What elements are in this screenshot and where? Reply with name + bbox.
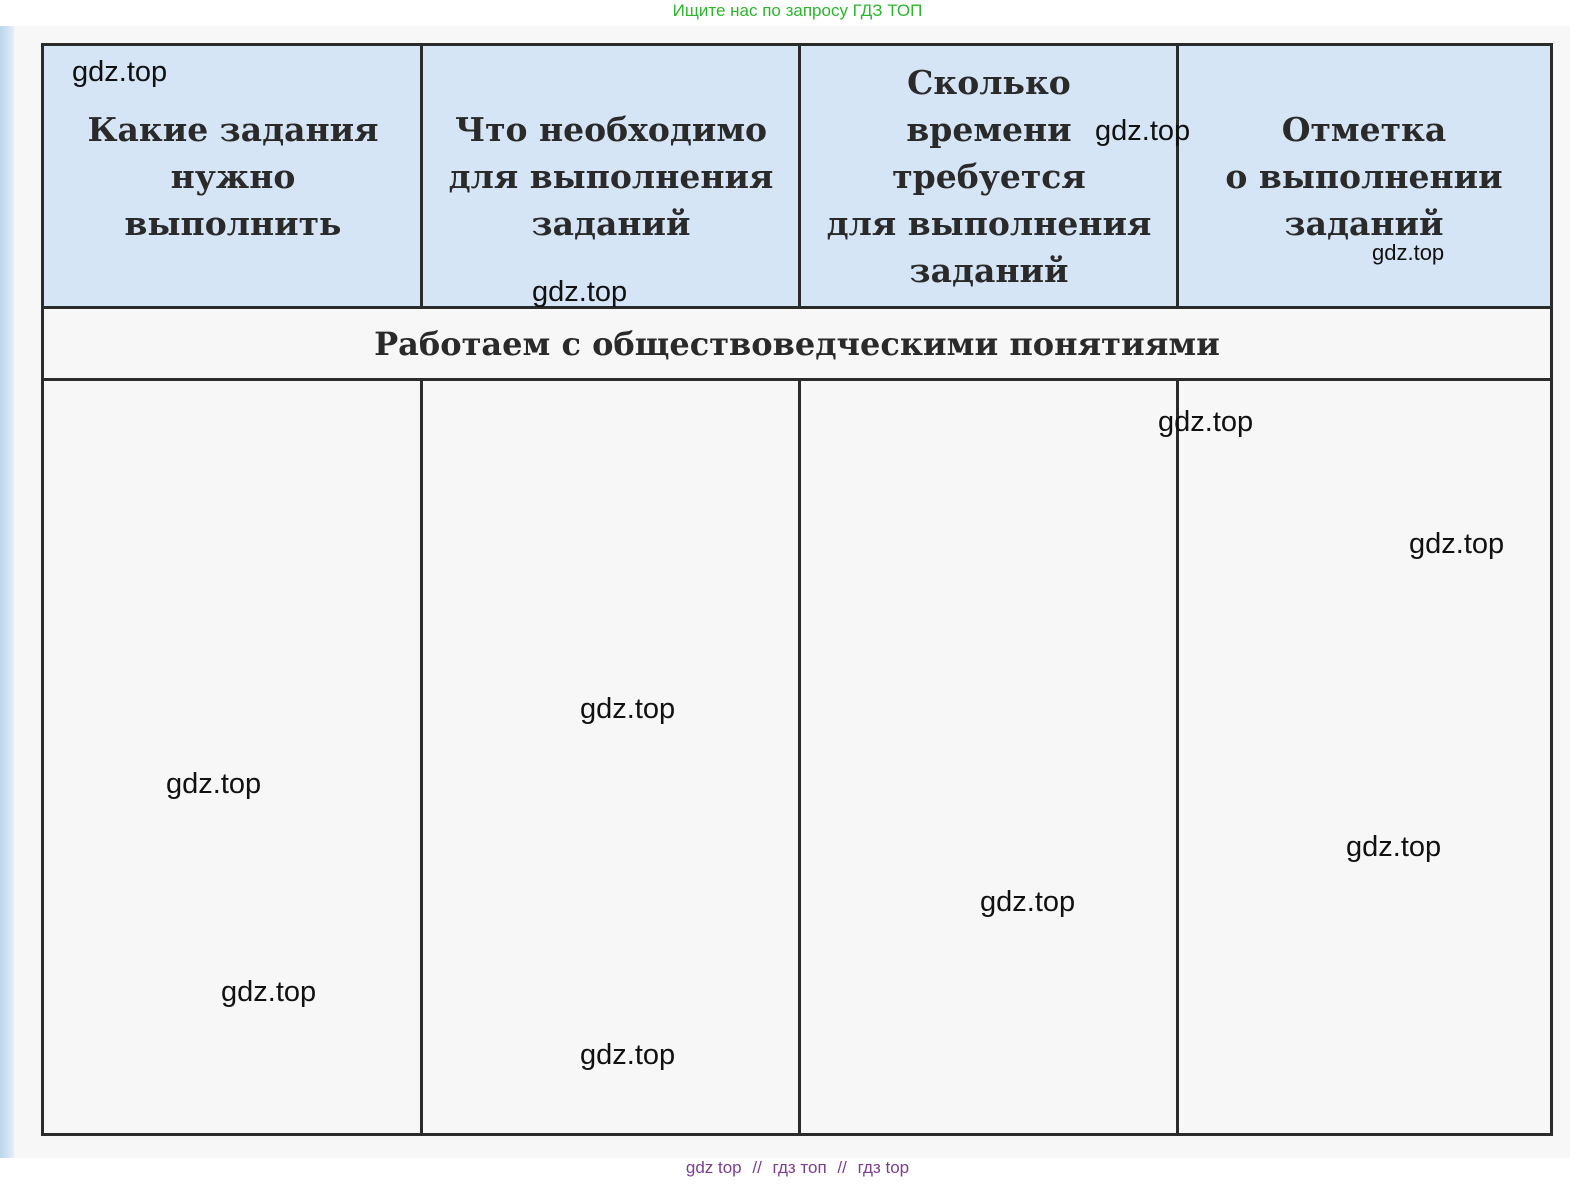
empty-cell-tasks[interactable] (44, 381, 420, 1133)
watermark: gdz.top (1372, 240, 1445, 265)
section-title: Работаем с обществоведческими понятиями (374, 324, 1220, 363)
header-divider (420, 46, 423, 309)
bottom-link[interactable]: гдз топ (772, 1158, 827, 1177)
header-tasks: Какие задания нужно выполнить (87, 109, 379, 243)
link-separator: // (752, 1158, 762, 1177)
bottom-link[interactable]: gdz top (685, 1158, 742, 1177)
bottom-links (0, 1157, 1595, 1179)
table-header-row (44, 46, 1550, 309)
empty-cell-requirements[interactable] (423, 381, 798, 1133)
link-separator: // (837, 1158, 847, 1177)
watermark: gdz.top (72, 56, 168, 88)
bottom-link[interactable]: гдз top (857, 1158, 910, 1177)
header-requirements: Что необходимо для выполнения заданий (448, 109, 774, 243)
watermark: gdz.top (166, 768, 262, 800)
empty-cell-time[interactable] (801, 381, 1176, 1133)
watermark: gdz.top (532, 276, 628, 308)
watermark: gdz.top (580, 693, 676, 725)
watermark: gdz.top (221, 976, 317, 1008)
planning-table (41, 43, 1553, 1136)
watermark: gdz.top (1095, 115, 1191, 147)
header-completion-mark: Отметка о выполнении заданий (1225, 109, 1503, 243)
section-title-row (44, 309, 1550, 381)
page-edge-shadow (0, 26, 14, 1158)
watermark: gdz.top (1158, 406, 1254, 438)
header-divider (798, 46, 801, 309)
top-banner: Ищите нас по запросу ГДЗ ТОП (672, 1, 923, 20)
watermark: gdz.top (980, 886, 1076, 918)
watermark: gdz.top (580, 1039, 676, 1071)
header-divider (1176, 46, 1179, 309)
empty-cell-mark[interactable] (1179, 381, 1550, 1133)
watermark: gdz.top (1346, 831, 1442, 863)
header-time-required: Сколько времени требуется для выполнения заданий (826, 62, 1152, 290)
watermark: gdz.top (1409, 528, 1505, 560)
